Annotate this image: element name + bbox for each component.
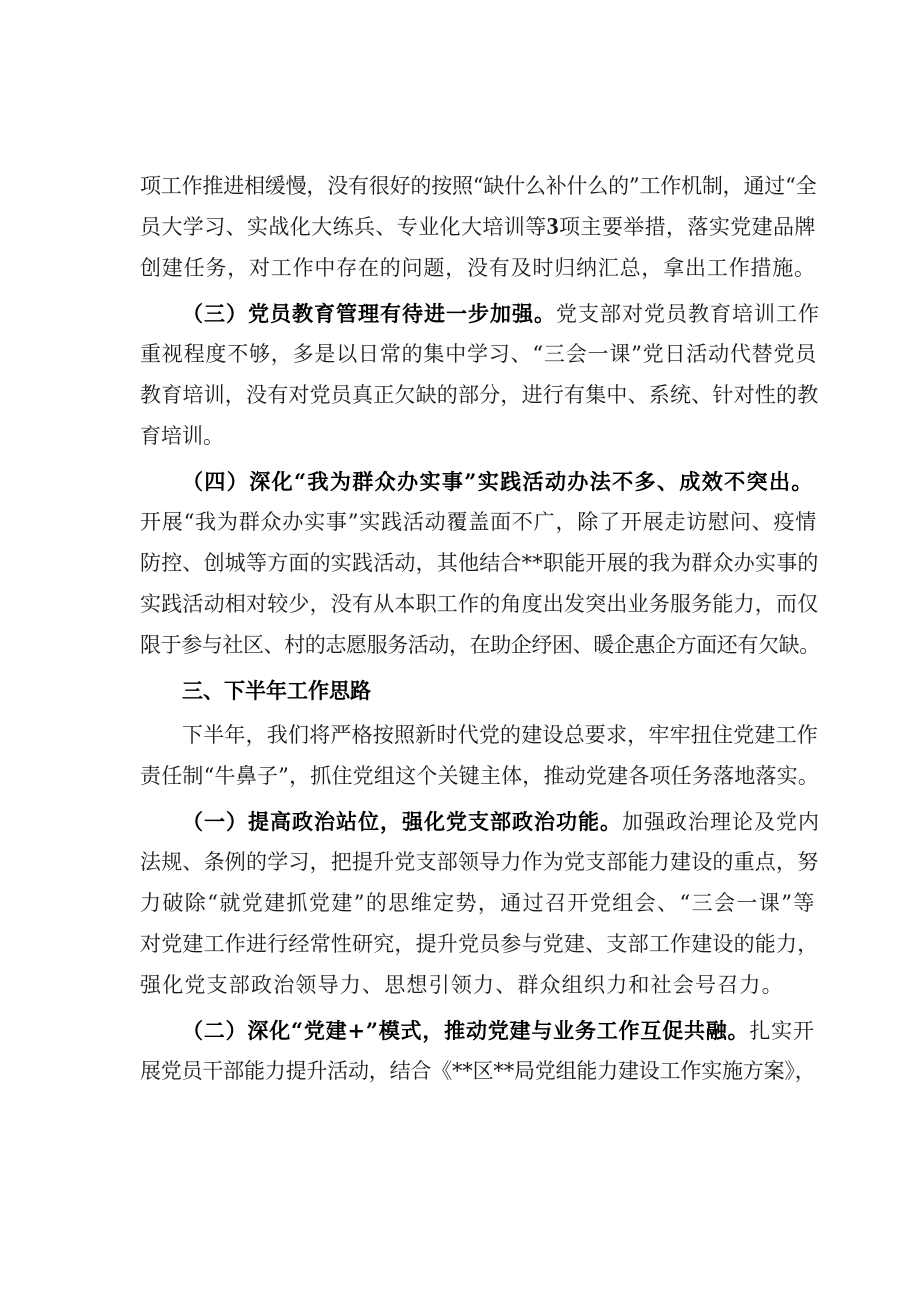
text-line <box>140 842 820 883</box>
text-segment: 开展“我为群众办实事”实践活动覆盖面不广，除了开展走访慰问、疫情 <box>140 510 818 534</box>
text-segment: 员大学习、实战化大练兵、专业化大培训等 <box>140 215 547 239</box>
text-line <box>140 715 820 756</box>
text-line <box>140 502 820 543</box>
section-heading <box>140 670 820 711</box>
text-segment: 展党员干部能力提升活动，结合《**区**局党组能力建设工作实施方案》， <box>140 1059 816 1083</box>
text-segment: 创建任务，对工作中存在的问题，没有及时归纳汇总，拿出工作措施。 <box>140 256 816 280</box>
document-body <box>140 166 820 1092</box>
text-line <box>140 416 820 457</box>
text-number: 3 <box>546 214 560 240</box>
text-segment: 项工作推进相缓慢，没有很好的按照“缺什么补什么的”工作机制，通过“全 <box>140 174 817 198</box>
text-segment: 对党建工作进行经常性研究，提升党员参与党建、支部工作建设的能力， <box>140 932 819 956</box>
text-line <box>140 625 820 666</box>
text-segment: 责任制“牛鼻子”，抓住党组这个关键主体，推动党建各项任务落地落实。 <box>140 764 820 788</box>
text-segment: 教育培训，没有对党员真正欠缺的部分，进行有集中、系统、针对性的教 <box>140 383 819 407</box>
text-line <box>140 166 820 207</box>
paragraph-heading: （一）提高政治站位，强化党支部政治功能。 <box>182 809 622 834</box>
paragraph-heading: （二）深化“党建+”模式，推动党建与业务工作互促共融。 <box>182 1018 750 1043</box>
text-line <box>140 375 820 416</box>
text-segment: 项主要举措，落实党建品牌 <box>559 215 816 239</box>
text-segment: 力破除“就党建抓党建”的思维定势，通过召开党组会、“三会一课”等 <box>140 891 816 915</box>
text-line <box>140 924 820 965</box>
text-segment: 强化党支部政治领导力、思想引领力、群众组织力和社会号召力。 <box>140 973 784 997</box>
text-line <box>140 1010 820 1051</box>
text-line <box>140 248 820 289</box>
text-segment: 加强政治理论及党内 <box>622 810 820 834</box>
text-segment: 下半年，我们将严格按照新时代党的建设总要求，牢牢扭住党建工作 <box>182 723 818 747</box>
text-line <box>140 207 820 248</box>
text-line <box>140 293 820 334</box>
text-segment: 法规、条例的学习，把提升党支部领导力作为党支部能力建设的重点，努 <box>140 850 819 874</box>
text-segment: 实践活动相对较少，没有从本职工作的角度出发突出业务服务能力，而仅 <box>140 592 819 616</box>
text-line <box>140 461 820 502</box>
paragraph-heading: （三）党员教育管理有待进一步加强。 <box>182 301 556 326</box>
text-segment: 党支部对党员教育培训工作 <box>556 302 820 326</box>
text-line <box>140 1051 820 1092</box>
text-line <box>140 801 820 842</box>
text-segment: 限于参与社区、村的志愿服务活动，在助企纾困、暖企惠企方面还有欠缺。 <box>140 633 820 657</box>
text-line <box>140 965 820 1006</box>
text-line <box>140 756 820 797</box>
text-line <box>140 334 820 375</box>
text-segment: 防控、创城等方面的实践活动，其他结合**职能开展的我为群众办实事的 <box>140 551 819 575</box>
section-title: 三、下半年工作思路 <box>182 678 371 703</box>
text-segment: 扎实开 <box>749 1019 815 1043</box>
paragraph-heading: （四）深化“我为群众办实事”实践活动办法不多、成效不突出。 <box>182 469 814 494</box>
text-segment: 重视程度不够，多是以日常的集中学习、“三会一课”党日活动代替党员 <box>140 342 818 366</box>
text-line <box>140 543 820 584</box>
text-line <box>140 883 820 924</box>
text-line <box>140 584 820 625</box>
text-segment: 育培训。 <box>140 424 224 448</box>
